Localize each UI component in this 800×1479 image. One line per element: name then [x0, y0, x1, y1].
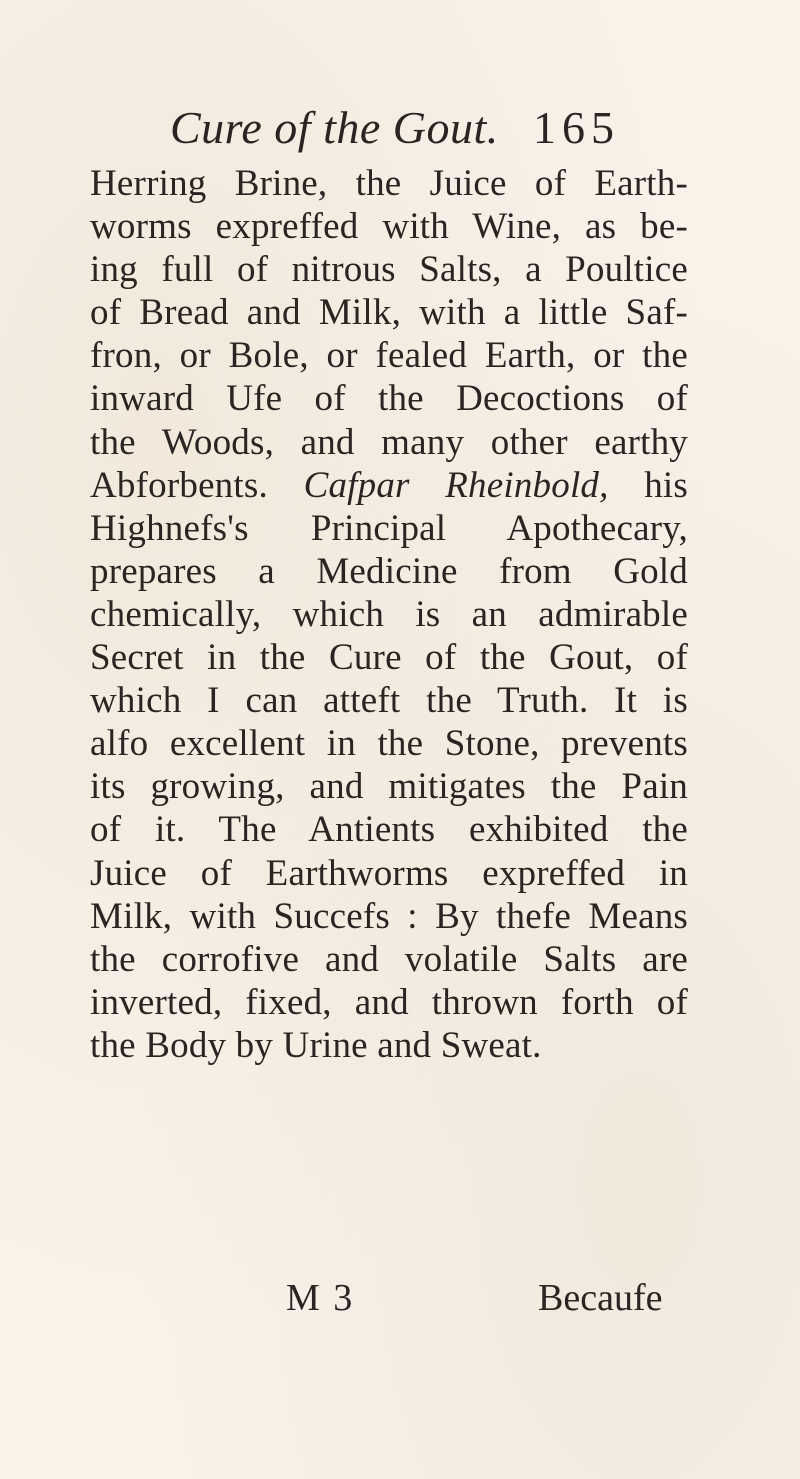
body-text	[90, 162, 690, 1067]
page-number: 165	[533, 102, 620, 153]
text-line: ing full of nitrous Salts, a Poultice	[90, 249, 688, 291]
text-line: prepares a Medicine from Gold	[90, 550, 688, 592]
text-line: Milk, with Succefs : By thefe Means	[90, 895, 688, 937]
running-title: Cure of the Gout.	[170, 102, 499, 153]
text-line: inward Ufe of the Decoctions of	[90, 378, 688, 420]
text-segment: Abforbents.	[90, 464, 268, 506]
signature-mark: M 3	[286, 1277, 355, 1319]
text-line: the Body by Urine and Sweat.	[90, 1024, 542, 1066]
text-line: alfo excellent in the Stone, prevents	[90, 723, 688, 765]
text-line: its growing, and mitigates the Pain	[90, 766, 688, 808]
text-line: worms expreffed with Wine, as be-	[90, 206, 688, 248]
text-line: of Bread and Milk, with a little Saf-	[90, 292, 688, 334]
text-line: inverted, fixed, and thrown forth of	[90, 981, 688, 1023]
text-line: Secret in the Cure of the Gout, of	[90, 637, 688, 679]
text-line: the Woods, and many other earthy	[90, 421, 688, 463]
text-segment: his	[644, 464, 689, 506]
text-line: fron, or Bole, or fealed Earth, or the	[90, 335, 688, 377]
catchword: Becaufe	[538, 1277, 663, 1319]
italic-name: Cafpar Rheinbold,	[303, 464, 609, 506]
text-line: Juice of Earthworms expreffed in	[90, 852, 688, 894]
page-footer	[0, 1274, 800, 1324]
running-head	[170, 100, 670, 160]
text-line: Herring Brine, the Juice of Earth-	[90, 163, 688, 204]
text-line: of it. The Antients exhibited the	[90, 809, 688, 851]
text-line: chemically, which is an admirable	[90, 593, 688, 635]
text-line-mixed	[90, 464, 688, 507]
text-line: which I can atteft the Truth. It is	[90, 680, 688, 722]
text-line: Highnefs's Principal Apothecary,	[90, 507, 688, 549]
text-line: the corrofive and volatile Salts are	[90, 938, 688, 980]
